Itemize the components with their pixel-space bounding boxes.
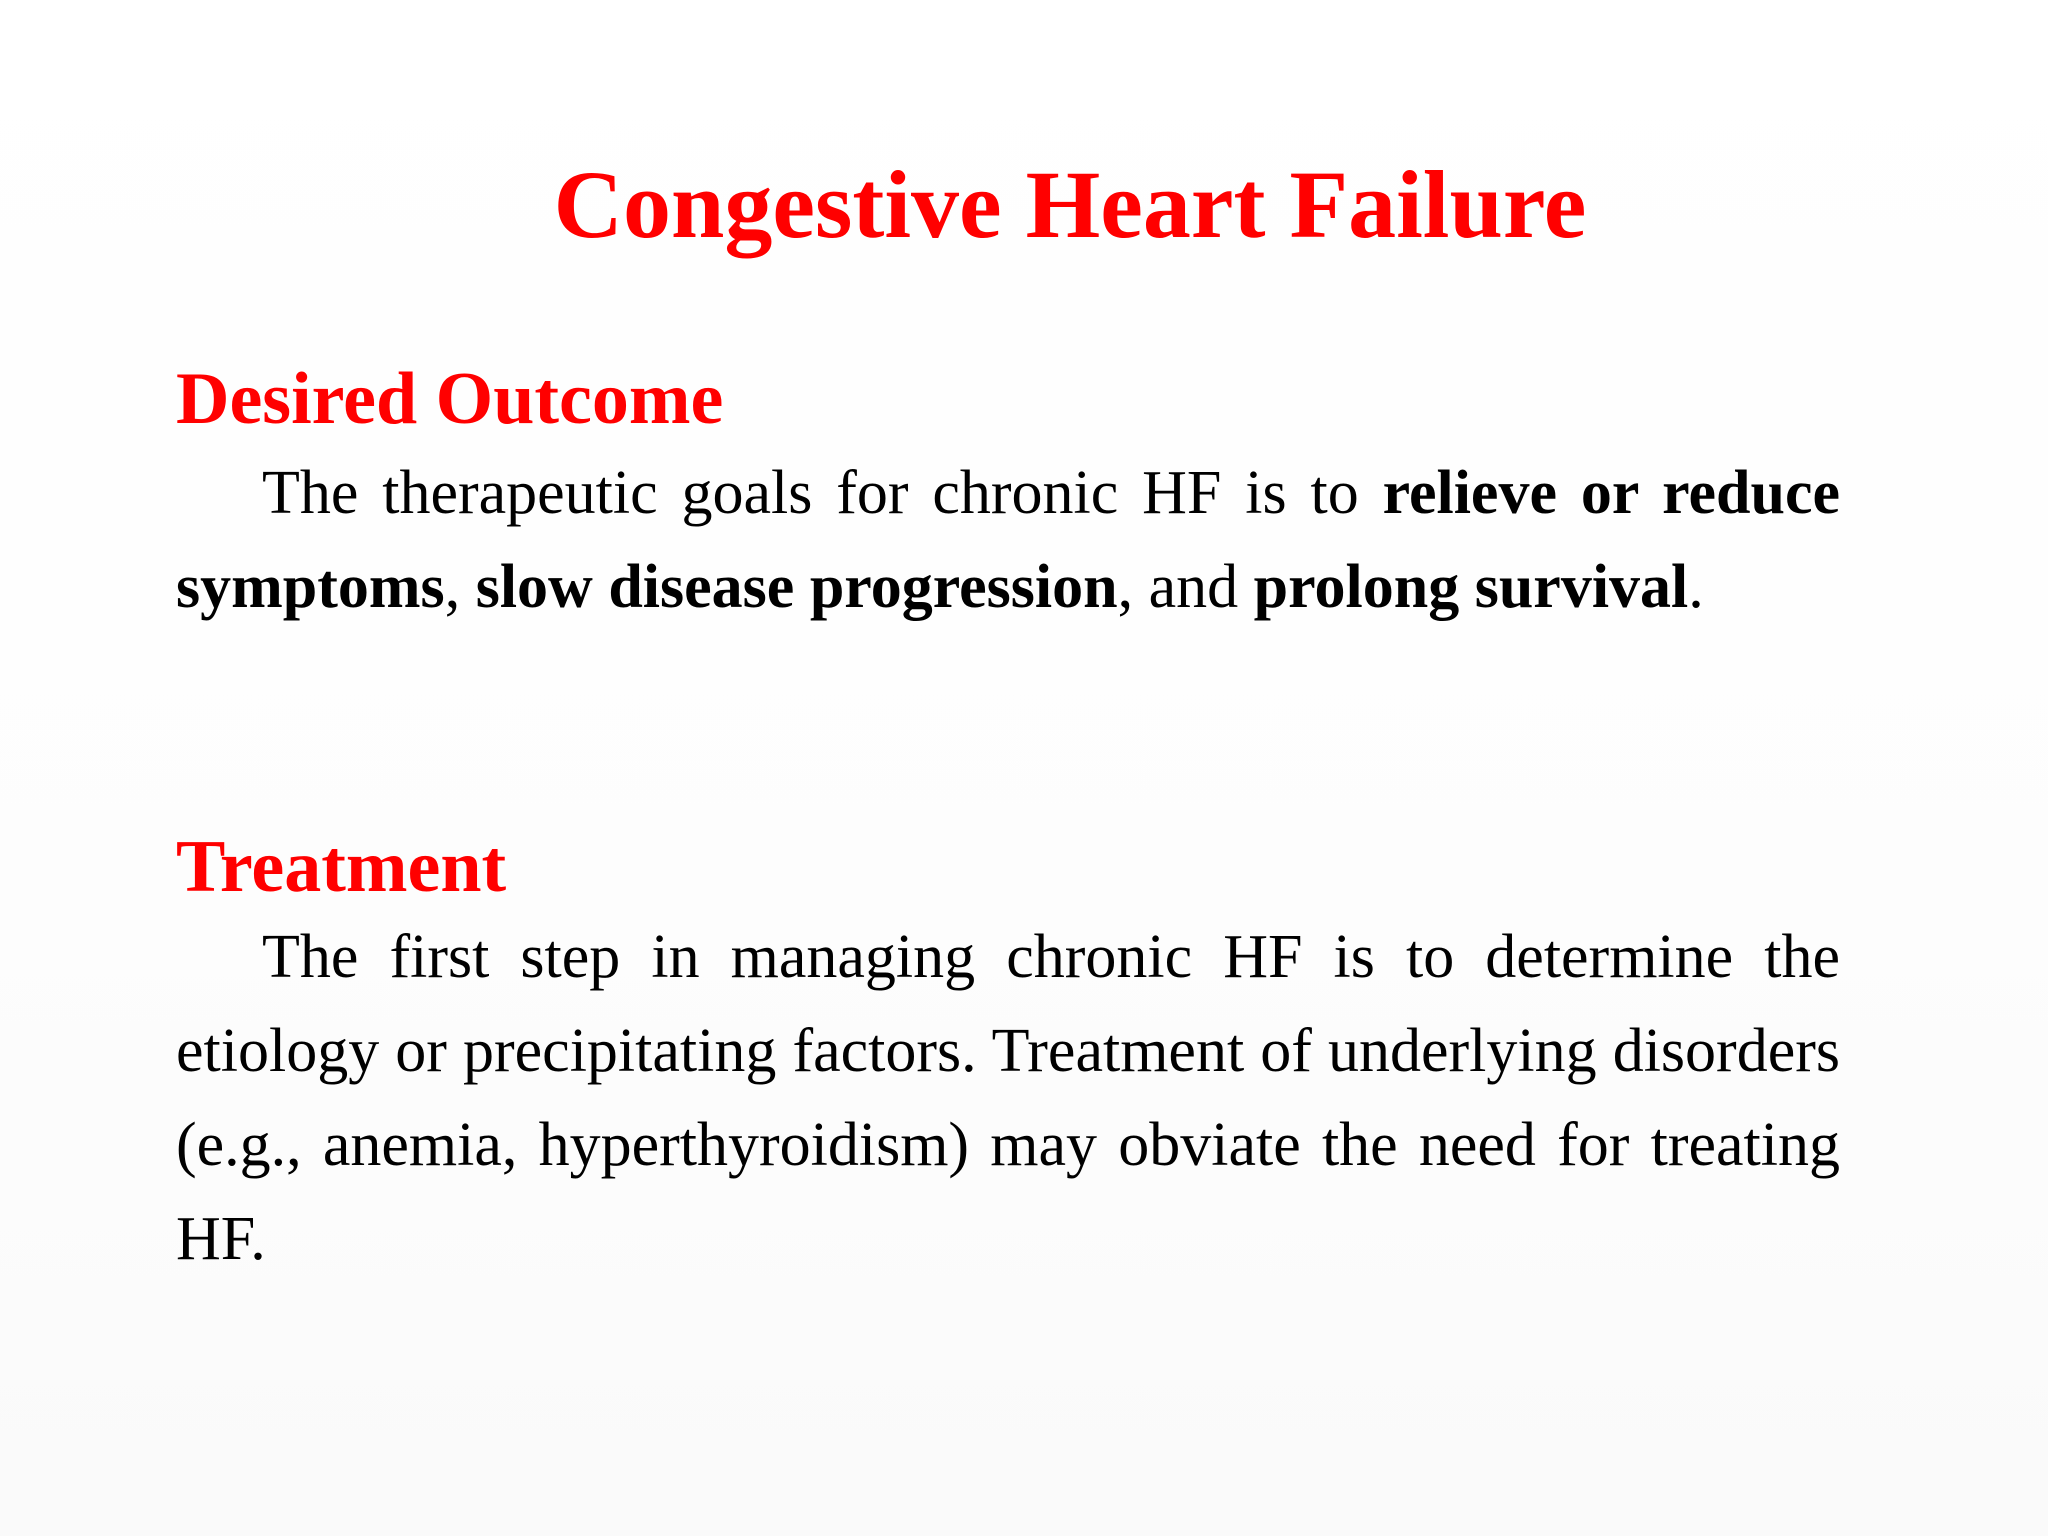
section-heading-treatment: Treatment <box>176 826 507 908</box>
outcome-bold-slow: slow disease progression <box>475 553 1118 621</box>
section-desired-outcome <box>176 358 1840 634</box>
slide-title: Congestive Heart Failure <box>553 151 1587 258</box>
outcome-bold-prolong: prolong survival <box>1253 553 1689 621</box>
section-heading-desired-outcome: Desired Outcome <box>176 358 724 440</box>
outcome-bold-relieve: relieve or reduce symptoms <box>176 459 1840 621</box>
outcome-text-3: , and <box>1117 553 1254 621</box>
desired-outcome-paragraph <box>176 446 1840 634</box>
outcome-text-4: . <box>1688 553 1704 621</box>
outcome-text-1: The therapeutic goals for chronic HF is to <box>262 459 1383 527</box>
outcome-text-2: , <box>444 553 476 621</box>
section-treatment <box>176 826 1840 1286</box>
treatment-paragraph: The first step in managing chronic HF is to determine the etiology or precipitating factors. Treatment of underlying disorders (e.g., anemia, hyperthyroidism) may obviate the need for treating HF. <box>176 923 1840 1273</box>
